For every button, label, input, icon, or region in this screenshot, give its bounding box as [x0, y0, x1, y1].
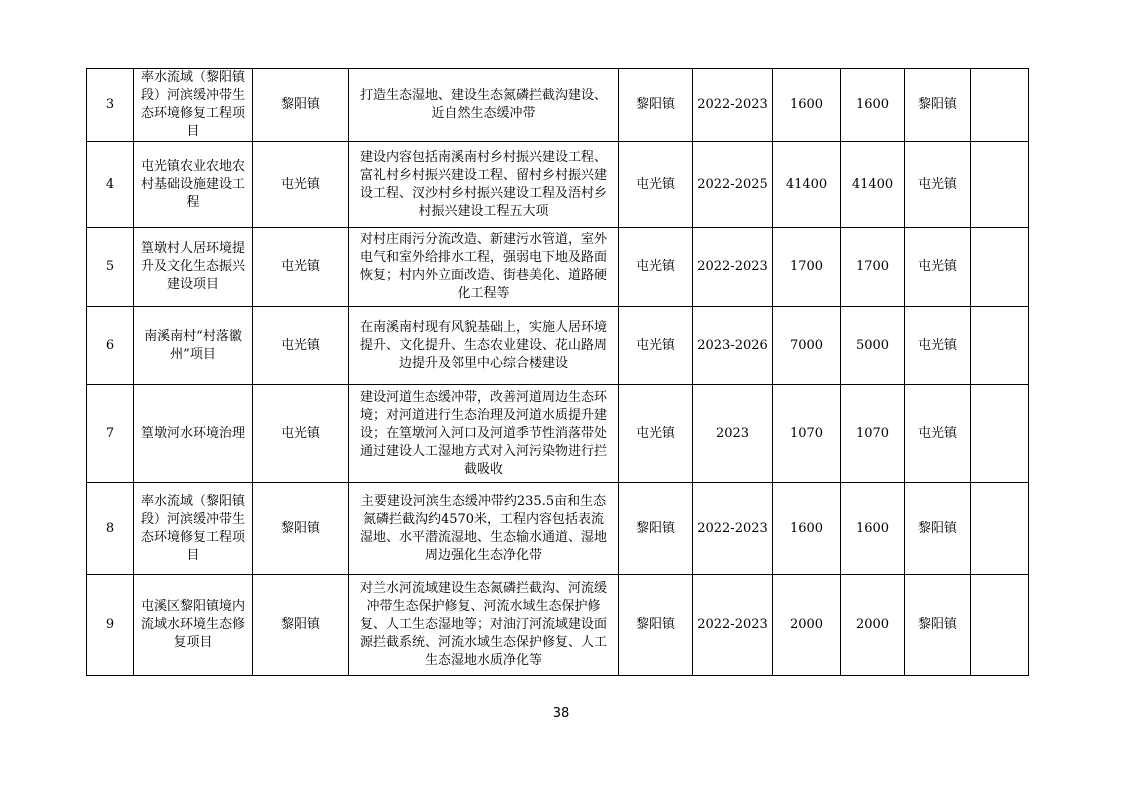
remark-cell — [971, 69, 1029, 142]
construction-period-cell: 2022-2023 — [693, 228, 773, 307]
construction-period-cell: 2022-2025 — [693, 142, 773, 228]
row-number-cell: 3 — [87, 69, 134, 142]
total-investment-cell: 1070 — [773, 385, 841, 483]
construction-period-cell: 2022-2023 — [693, 575, 773, 676]
row-number-cell: 6 — [87, 307, 134, 385]
project-content-cell: 建设河道生态缓冲带，改善河道周边生态环境；对河道进行生态治理及河道水质提升建设；在篁墩河入河口及河道季节性消落带处通过建设人工湿地方式对入河污染物进行拦截吸收 — [349, 385, 619, 483]
table-row — [87, 483, 1029, 575]
project-name-cell: 南溪南村“村落徽州”项目 — [134, 307, 253, 385]
project-name-cell: 率水流域（黎阳镇段）河滨缓冲带生态环境修复工程项目 — [134, 69, 253, 142]
row-number-cell: 7 — [87, 385, 134, 483]
project-location-cell: 屯光镇 — [253, 307, 349, 385]
planned-investment-cell: 5000 — [841, 307, 905, 385]
planned-investment-cell: 1070 — [841, 385, 905, 483]
project-content-cell: 打造生态湿地、建设生态氮磷拦截沟建设、近自然生态缓冲带 — [349, 69, 619, 142]
responsible-unit-cell: 屯光镇 — [905, 385, 971, 483]
project-content-cell: 对村庄雨污分流改造、新建污水管道，室外电气和室外给排水工程，强弱电下地及路面恢复；村内外立面改造、街巷美化、道路硬化工程等 — [349, 228, 619, 307]
total-investment-cell: 1600 — [773, 483, 841, 575]
row-number-cell: 9 — [87, 575, 134, 676]
total-investment-cell: 1600 — [773, 69, 841, 142]
construction-period-cell: 2022-2023 — [693, 69, 773, 142]
total-investment-cell: 2000 — [773, 575, 841, 676]
table-row — [87, 228, 1029, 307]
project-content-cell: 建设内容包括南溪南村乡村振兴建设工程、富礼村乡村振兴建设工程、留村乡村振兴建设工程、汊沙村乡村振兴建设工程及浯村乡村振兴建设工程五大项 — [349, 142, 619, 228]
table-body — [87, 69, 1029, 676]
project-name-cell: 屯溪区黎阳镇境内流域水环境生态修复项目 — [134, 575, 253, 676]
responsible-unit-cell: 屯光镇 — [905, 228, 971, 307]
table-row — [87, 575, 1029, 676]
planned-investment-cell: 1600 — [841, 483, 905, 575]
project-name-cell: 篁墩河水环境治理 — [134, 385, 253, 483]
construction-period-cell: 2023-2026 — [693, 307, 773, 385]
planned-investment-cell: 41400 — [841, 142, 905, 228]
construction-period-cell: 2022-2023 — [693, 483, 773, 575]
remark-cell — [971, 575, 1029, 676]
project-owner-cell: 屯光镇 — [619, 307, 693, 385]
total-investment-cell: 41400 — [773, 142, 841, 228]
responsible-unit-cell: 屯光镇 — [905, 307, 971, 385]
project-location-cell: 屯光镇 — [253, 228, 349, 307]
page-number: 38 — [552, 706, 570, 721]
planned-investment-cell: 1600 — [841, 69, 905, 142]
project-content-cell: 在南溪南村现有风貌基础上，实施人居环境提升、文化提升、生态农业建设、花山路周边提升及邻里中心综合楼建设 — [349, 307, 619, 385]
planned-investment-cell: 2000 — [841, 575, 905, 676]
project-content-cell: 对兰水河流域建设生态氮磷拦截沟、河流缓冲带生态保护修复、河流水域生态保护修复、人工生态湿地等；对油汀河流域建设面源拦截系统、河流水域生态保护修复、人工生态湿地水质净化等 — [349, 575, 619, 676]
row-number-cell: 4 — [87, 142, 134, 228]
remark-cell — [971, 307, 1029, 385]
planned-investment-cell: 1700 — [841, 228, 905, 307]
responsible-unit-cell: 黎阳镇 — [905, 69, 971, 142]
responsible-unit-cell: 黎阳镇 — [905, 575, 971, 676]
table-row — [87, 385, 1029, 483]
project-location-cell: 屯光镇 — [253, 142, 349, 228]
project-owner-cell: 黎阳镇 — [619, 575, 693, 676]
remark-cell — [971, 228, 1029, 307]
remark-cell — [971, 385, 1029, 483]
project-name-cell: 率水流域（黎阳镇段）河滨缓冲带生态环境修复工程项目 — [134, 483, 253, 575]
remark-cell — [971, 142, 1029, 228]
table-row — [87, 69, 1029, 142]
remark-cell — [971, 483, 1029, 575]
project-owner-cell: 屯光镇 — [619, 228, 693, 307]
project-owner-cell: 黎阳镇 — [619, 69, 693, 142]
construction-period-cell: 2023 — [693, 385, 773, 483]
table-row — [87, 307, 1029, 385]
total-investment-cell: 1700 — [773, 228, 841, 307]
responsible-unit-cell: 黎阳镇 — [905, 483, 971, 575]
project-table — [86, 68, 1029, 676]
project-name-cell: 屯光镇农业农地农村基础设施建设工程 — [134, 142, 253, 228]
project-location-cell: 黎阳镇 — [253, 483, 349, 575]
total-investment-cell: 7000 — [773, 307, 841, 385]
row-number-cell: 5 — [87, 228, 134, 307]
table-row — [87, 142, 1029, 228]
project-location-cell: 屯光镇 — [253, 385, 349, 483]
row-number-cell: 8 — [87, 483, 134, 575]
project-name-cell: 篁墩村人居环境提升及文化生态振兴建设项目 — [134, 228, 253, 307]
project-content-cell: 主要建设河滨生态缓冲带约235.5亩和生态氮磷拦截沟约4570米，工程内容包括表流湿地、水平潜流湿地、生态输水通道、湿地周边强化生态净化带 — [349, 483, 619, 575]
project-owner-cell: 屯光镇 — [619, 385, 693, 483]
responsible-unit-cell: 屯光镇 — [905, 142, 971, 228]
project-location-cell: 黎阳镇 — [253, 69, 349, 142]
project-location-cell: 黎阳镇 — [253, 575, 349, 676]
project-owner-cell: 屯光镇 — [619, 142, 693, 228]
project-owner-cell: 黎阳镇 — [619, 483, 693, 575]
